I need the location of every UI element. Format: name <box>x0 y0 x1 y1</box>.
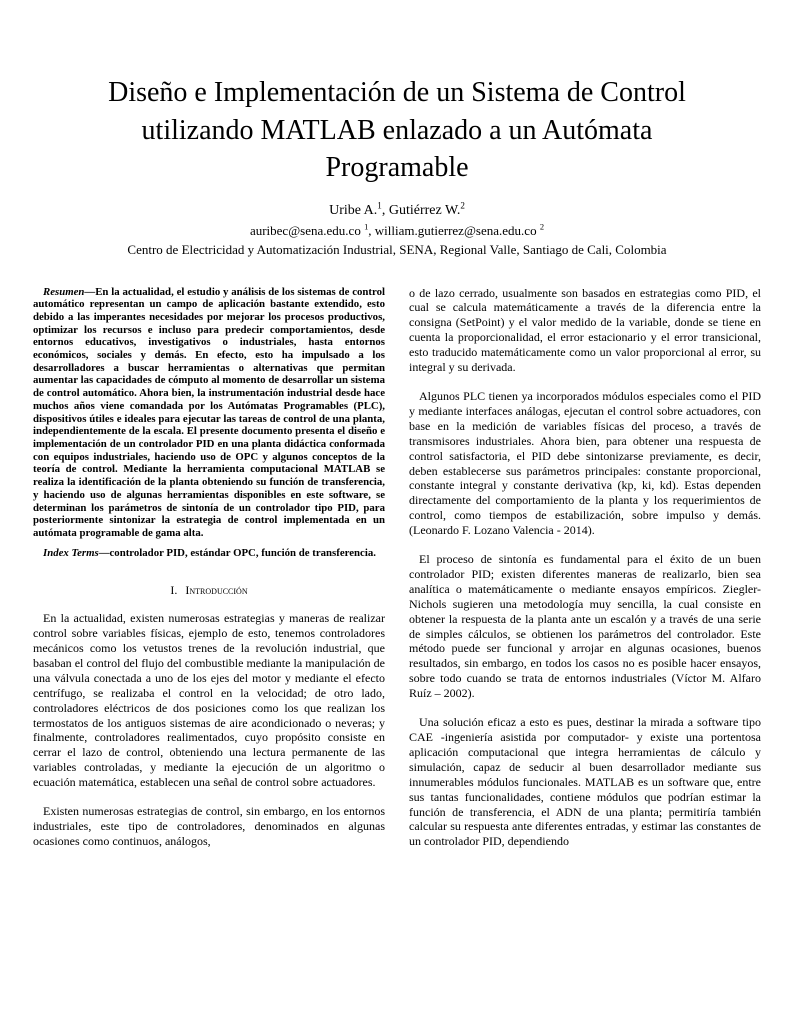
abstract-paragraph <box>33 286 385 540</box>
email-2: , william.gutierrez@sena.edu.co <box>368 222 540 238</box>
email-1: auribec@sena.edu.co <box>249 222 365 238</box>
affiliation-line: Centro de Electricidad y Automatización Industrial, SENA, Regional Valle, Santiago de Cali, Colombia <box>127 241 667 257</box>
right-paragraph-1: o de lazo cerrado, usualmente son basados en estrategias como PID, el cual se calcula matemáticamente a través de la diferencia entre la consigna (SetPoint) y el valor medido de la variable, donde se tiene en cuenta la proporcionalidad, el error estacionario y el error transicional, esto traducido matemáticamente como un valor proporcional al error, su integral y su derivada. <box>409 285 761 375</box>
author-1: Uribe A. <box>329 202 378 218</box>
section-number: I. <box>170 583 178 598</box>
paper-title: Diseño e Implementación de un Sistema de Control utilizando MATLAB enlazado a un Autómata Programable <box>108 77 686 184</box>
right-paragraph-2: Algunos PLC tienen ya incorporados módulos especiales como el PID y mediante interfaces análogas, ejecutan el control sobre actuadores, con base en la medición de variables físicas del proceso, a través de transmisores industriales. Ahora bien, para obtener una respuesta de control satisfactoria, el PID debe sintonizarse previamente, es decir, deben establecerse sus parámetros principales: constante proporcional, constante integral y constante derivativa (kp, ki, kd). Estas dependen directamente del comportamiento de la planta y los requerimientos de control, como tiempos de estabilización, sobre impulso y demás. (Leonardo F. Lozano Valencia - 2014). <box>409 388 761 538</box>
author-2-superscript: 2 <box>460 199 465 210</box>
right-paragraph-3: El proceso de sintonía es fundamental para el éxito de un buen controlador PID; existen diferentes maneras de realizarlo, bien sea analítica o matemáticamente o mediante ensayos empíricos. Ziegler-Nichols sugieren una metodología muy sencilla, la cual consiste en obtener la respuesta de la planta ante un escalón y a través de una serie de simples cálculos, se obtienen los parámetros del controlador. Este método puede ser funcional y arrojar en algunas ocasiones, buenos resultados, sin embargo, en todos los casos no es posible hacer ensayos, sobre todo cuando se trata de entornos industriales (Víctor M. Alfaro Ruíz – 2002). <box>409 552 761 701</box>
emails-line <box>33 223 761 239</box>
right-column <box>409 286 761 850</box>
index-terms-label: Index Terms <box>43 546 99 559</box>
email-2-superscript: 2 <box>539 221 545 232</box>
intro-paragraph-1: En la actualidad, existen numerosas estrategias y maneras de realizar control sobre variables físicas, ejemplo de esto, tenemos controladores mecánicos como los vetustos trenes de la revolución industrial, que basaban el control del flujo del combustible mediante la manipulación de una válvula conectada a uno de los ejes del motor y mediante el efecto centrífugo, se realizaba el control en la velocidad; de otro lado, controladores eléctricos de dos posiciones como los que realizan los termostatos de los antiguos sistemas de aire acondicionado o neveras; y finalmente, controladores realimentados, cuyo propósito consiste en cerrar el lazo de control, obteniendo una lectura permanente de las variables controladas, y mediante la ejecución de un algoritmo o ecuación matemática, establecen una señal de control sobre actuadores. <box>33 611 385 790</box>
author-1-superscript: 1 <box>377 199 382 210</box>
section-title: Introducción <box>185 583 248 598</box>
email-1-superscript: 1 <box>364 221 369 232</box>
left-column <box>33 286 385 850</box>
abstract-text: —En la actualidad, el estudio y análisis de los sistemas de control automático representan un campo de aplicación bastante extendido, esto debido a las imperantes necesidades por mejorar los procesos productivos, optimizar los recursos e incluso para predecir comportamientos, desde entornos educativos, investigativos o industriales, hasta entornos económicos, sociales y demás. En efecto, esto ha impulsado a los desarrolladores a buscar herramientas o alternativas que permitan aumentar las capacidades de cómputo al momento de desarrollar un sistema de control automático. Ahora bien, la instrumentación industrial desde hace muchos años viene comandada por los Autómatas Programables (PLC), dispositivos útiles e ideales para ejecutar las tareas de control de una planta, independientemente de la escala. El presente documento presenta el diseño e implementación de un controlador PID en una planta didáctica conformada con equipos industriales, haciendo uso de OPC y algunos conceptos de la teoría de control. Mediante la herramienta computacional MATLAB se realiza la identificación de la planta obteniendo su función de transferencia, y haciendo uso de algunas herramientas disponibles en este software, se determinan los parámetros de sintonía de un controlador tipo PID, para posteriormente sintonizar la estrategia de control implementada en un autómata programable de gama alta. <box>33 285 385 539</box>
index-terms-paragraph <box>33 547 385 560</box>
index-terms-text: —controlador PID, estándar OPC, función de transferencia. <box>98 546 376 559</box>
authors-line <box>33 199 761 219</box>
abstract-label: Resumen <box>43 285 85 298</box>
right-paragraph-4: Una solución eficaz a esto es pues, destinar la mirada a software tipo CAE -ingeniería asistida por computador- y existe una portentosa aplicación computacional que integra herramientas de cálculo y simulación, capaz de seducir al buen desarrollador mediante sus innumerables módulos funcionales. MATLAB es un software que, entre sus tantas funcionalidades, contiene módulos que podrían estimar la función de transferencia, el ADN de una planta; permitiría también calcular su respuesta ante diferentes entradas, y estimar las constantes de un controlador PID, dependiendo <box>409 715 761 849</box>
two-column-body <box>33 286 761 850</box>
section-heading-introduction <box>33 583 385 598</box>
intro-paragraph-2: Existen numerosas estrategias de control, sin embargo, en los entornos industriales, este tipo de controladores, denominados en algunas ocasiones como continuos, análogos, <box>33 804 385 848</box>
author-2: , Gutiérrez W. <box>381 202 461 218</box>
